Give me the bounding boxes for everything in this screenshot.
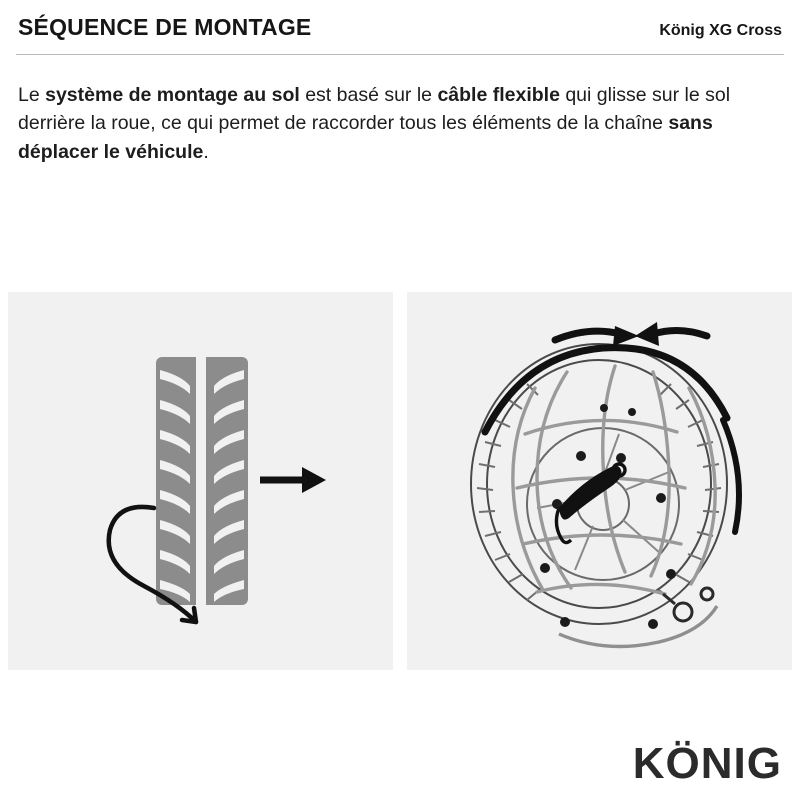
intro-text-4: .: [203, 140, 209, 163]
brand-logo: [632, 738, 782, 788]
arrow-rotate-right-icon: [635, 322, 707, 346]
intro-paragraph: [16, 81, 784, 166]
chain-on-wheel-panel: [407, 292, 792, 670]
header: [16, 14, 784, 41]
product-name: König XG Cross: [659, 22, 782, 39]
connector-icon: [663, 588, 713, 621]
intro-text-1: Le: [18, 84, 46, 106]
arrow-rotate-left-icon: [555, 326, 639, 346]
tyre-tread-panel: [8, 292, 393, 670]
header-divider: [16, 54, 784, 55]
intro-bold-1: système de montage au sol: [45, 84, 300, 106]
brand-logo-text: KÖNIG: [632, 738, 782, 788]
illustration-panels: [8, 292, 792, 670]
intro-bold-2: câble flexible: [437, 84, 560, 106]
intro-text-2: est basé sur le: [299, 84, 438, 106]
tyre-right-arc: [723, 420, 739, 532]
intro-bold-3: sans déplacer le véhicule: [18, 112, 713, 163]
tyre-tread-icon: [156, 357, 248, 605]
arrow-right-icon: [260, 467, 326, 493]
intro-text-3: qui glisse sur le sol derrière la roue, ce qui permet de raccorder tous les éléments de la chaîne: [18, 84, 731, 135]
page-title: SÉQUENCE DE MONTAGE: [18, 14, 312, 40]
